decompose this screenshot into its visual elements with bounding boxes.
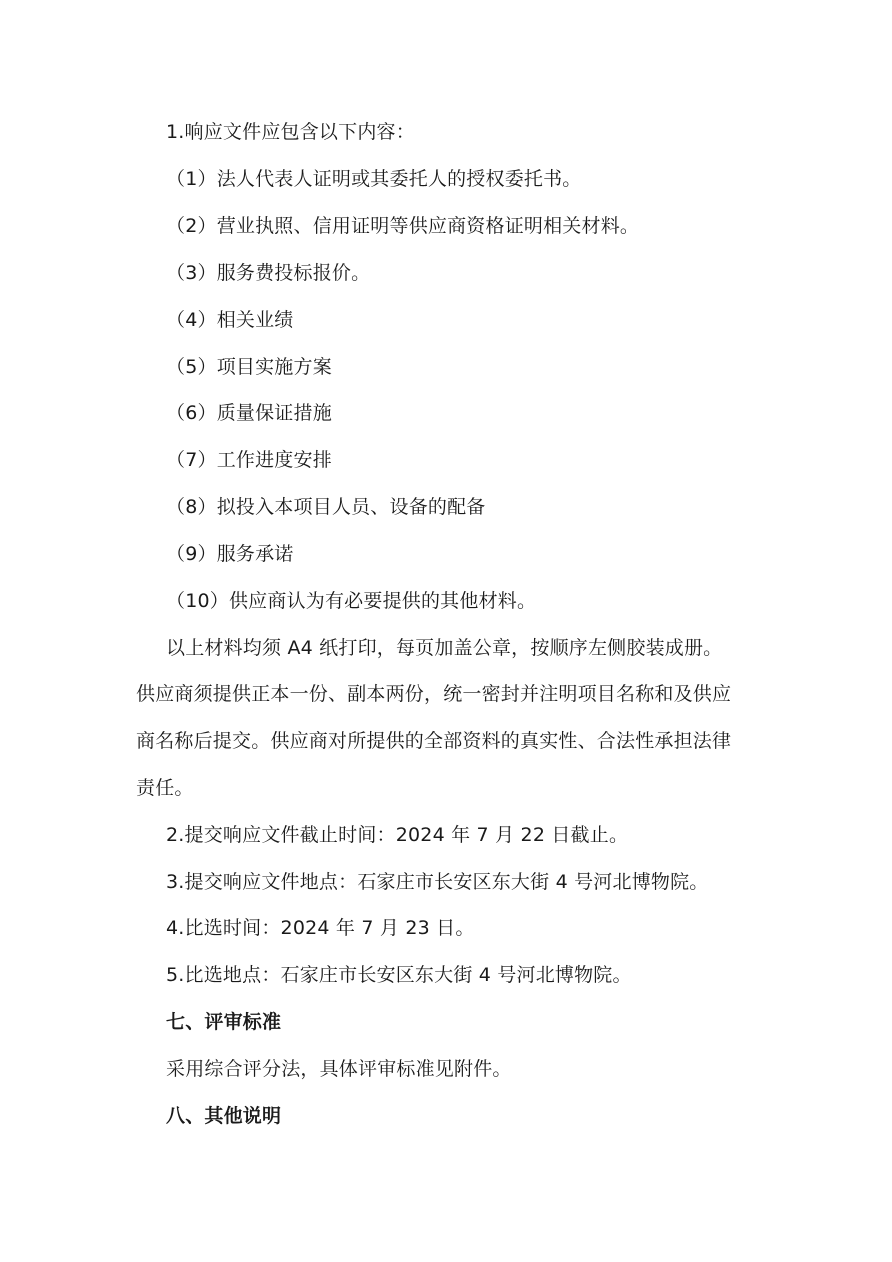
section-heading-other-notes: 八、其他说明 <box>166 1105 282 1127</box>
list-item-4: （4）相关业绩 <box>166 309 294 331</box>
response-file-contents-intro: 1.响应文件应包含以下内容： <box>166 121 415 143</box>
list-item-7: （7）工作进度安排 <box>166 449 332 471</box>
list-item-6: （6）质量保证措施 <box>166 402 332 424</box>
list-item-9: （9）服务承诺 <box>166 543 294 565</box>
materials-paragraph-line-1: 以上材料均须 A4 纸打印，每页加盖公章，按顺序左侧胶装成册。 <box>166 637 723 659</box>
materials-paragraph-line-3: 商名称后提交。供应商对所提供的全部资料的真实性、合法性承担法律 <box>136 730 732 752</box>
review-method-text: 采用综合评分法，具体评审标准见附件。 <box>166 1058 512 1080</box>
list-item-10: （10）供应商认为有必要提供的其他材料。 <box>166 590 537 612</box>
materials-paragraph-line-2: 供应商须提供正本一份、副本两份，统一密封并注明项目名称和及供应 <box>136 683 732 705</box>
list-item-3: （3）服务费投标报价。 <box>166 262 371 284</box>
section-heading-review-criteria: 七、评审标准 <box>166 1011 282 1033</box>
selection-time: 4.比选时间：2024 年 7 月 23 日。 <box>166 917 475 939</box>
submission-location: 3.提交响应文件地点：石家庄市长安区东大街 4 号河北博物院。 <box>166 871 709 893</box>
list-item-5: （5）项目实施方案 <box>166 356 332 378</box>
list-item-1: （1）法人代表人证明或其委托人的授权委托书。 <box>166 168 582 190</box>
submission-deadline: 2.提交响应文件截止时间：2024 年 7 月 22 日截止。 <box>166 824 629 846</box>
list-item-2: （2）营业执照、信用证明等供应商资格证明相关材料。 <box>166 215 640 237</box>
list-item-8: （8）拟投入本项目人员、设备的配备 <box>166 496 486 518</box>
selection-location: 5.比选地点：石家庄市长安区东大街 4 号河北博物院。 <box>166 964 632 986</box>
materials-paragraph-line-4: 责任。 <box>136 777 194 799</box>
